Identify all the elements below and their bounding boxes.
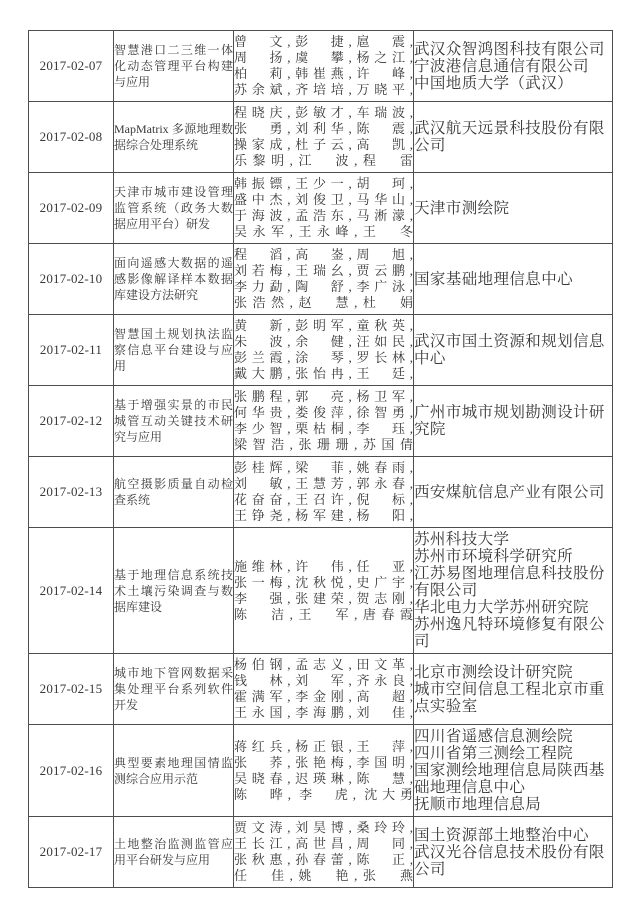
people-line: 周 扬,虞 攀,杨之江, xyxy=(234,50,413,65)
people-line: 钱 林,刘 军,齐永良, xyxy=(234,673,413,688)
people-line: 张 勇,刘利华,陈 震, xyxy=(234,121,413,136)
people-line: 王永国,李海鹏,刘 佳, xyxy=(234,705,413,720)
date-cell: 2017-02-07 xyxy=(29,31,114,102)
people-line: 施维林,许 伟,任 亚, xyxy=(234,558,413,574)
people-cell xyxy=(234,31,414,102)
people-line: 李少智,栗枯桐,李 珏, xyxy=(234,421,413,436)
people-line: 梁智浩,张珊珊,苏国倩 xyxy=(234,437,413,452)
organization-line: 中国地质大学（武汉） xyxy=(414,74,574,92)
people-line: 苏余斌,齐培培,万晓平, xyxy=(234,82,413,97)
table-row xyxy=(29,817,613,888)
table-row xyxy=(29,725,613,817)
project-title-cell: 基于增强实景的市民城管互动关键技术研究与应用 xyxy=(114,386,234,457)
date-cell: 2017-02-12 xyxy=(29,386,114,457)
people-line: 吴永军,王永峰,王 冬 xyxy=(234,224,413,239)
people-cell xyxy=(234,386,414,457)
people-line: 张一梅,沈秋悦,史广宇, xyxy=(234,574,413,590)
date-cell: 2017-02-08 xyxy=(29,102,114,173)
organization-line: 苏州科技大学 xyxy=(414,531,510,548)
people-line: 王长江,高世昌,周 同, xyxy=(234,836,413,851)
projects-table xyxy=(28,30,613,888)
people-line: 何华贵,娄俊萍,徐智勇, xyxy=(234,405,413,420)
organizations-cell xyxy=(414,725,613,817)
organization-line: 四川省遥感信息测绘院 xyxy=(414,728,574,745)
people-line: 张鹏程,郭 亮,杨卫军, xyxy=(234,389,413,404)
organization-line: 武汉光谷信息技术股份有限公司 xyxy=(414,843,605,878)
date-cell: 2017-02-09 xyxy=(29,173,114,244)
organizations-cell xyxy=(414,31,613,102)
people-line: 霍满军,李金刚,高 超, xyxy=(234,689,413,704)
project-title-cell: MapMatrix 多源地理数据综合处理系统 xyxy=(114,102,234,173)
organization-line: 武汉航天远景科技股份有限公司 xyxy=(414,120,605,154)
people-line: 彭兰霞,涂 琴,罗长林, xyxy=(234,350,413,365)
people-line: 陈 晔, 李 虎, 沈大勇 xyxy=(234,786,413,802)
people-cell xyxy=(234,244,414,315)
people-cell xyxy=(234,102,414,173)
organization-line: 江苏易图地理信息科技股份有限公司 xyxy=(414,565,605,599)
organizations-cell xyxy=(414,102,613,173)
people-line: 乐黎明,江 波,程 雷 xyxy=(234,153,413,168)
project-title-cell: 智慧国土规划执法监察信息平台建设与应用 xyxy=(114,315,234,386)
people-cell xyxy=(234,173,414,244)
people-line: 吴晓春,迟瑛琳,陈 慧, xyxy=(234,770,413,786)
people-line: 盛中杰,刘俊卫,马华山, xyxy=(234,192,413,207)
organization-line: 国家测绘地理信息局陕西基础地理信息中心 xyxy=(414,762,605,796)
date-cell: 2017-02-14 xyxy=(29,528,114,654)
people-line: 程 滔,高 崟,周 旭, xyxy=(234,247,413,262)
table-row xyxy=(29,244,613,315)
project-title-cell: 基于地理信息系统技术土壤污染调查与数据库建设 xyxy=(114,528,234,654)
date-cell: 2017-02-13 xyxy=(29,457,114,528)
organization-line: 武汉众智鸿图科技有限公司 xyxy=(414,40,605,58)
table-row xyxy=(29,102,613,173)
organization-line: 宁波港信息通信有限公司 xyxy=(414,57,589,75)
project-title-cell: 城市地下管网数据采集处理平台系列软件开发 xyxy=(114,654,234,725)
people-cell xyxy=(234,315,414,386)
people-line: 李 强,张建荣,贺志刚, xyxy=(234,590,413,606)
organization-line: 武汉市国土资源和规划信息中心 xyxy=(414,333,605,367)
people-line: 程晓庆,彭敏才,车瑞波, xyxy=(234,105,413,120)
organization-line: 抚顺市地理信息局 xyxy=(414,796,542,813)
table-row xyxy=(29,528,613,654)
organization-line: 四川省第三测绘工程院 xyxy=(414,745,574,762)
table-row xyxy=(29,654,613,725)
people-line: 花奋奋,王召许,倪 标, xyxy=(234,492,413,507)
organization-line: 苏州逸凡特环境修复有限公司 xyxy=(414,616,605,650)
project-title-cell: 面向遥感大数据的遥感影像解译样本数据库建设方法研究 xyxy=(114,244,234,315)
people-line: 张 荞,张艳梅,李国明, xyxy=(234,754,413,770)
organizations-cell xyxy=(414,528,613,654)
organization-line: 国家基础地理信息中心 xyxy=(414,270,574,288)
people-line: 刘 敏,王慧芳,郭永春, xyxy=(234,476,413,491)
people-cell xyxy=(234,817,414,888)
organization-line: 西安煤航信息产业有限公司 xyxy=(414,483,605,501)
organization-line: 广州市城市规划勘测设计研究院 xyxy=(414,404,605,438)
people-line: 王铮尧,杨军建,杨 阳, xyxy=(234,508,413,523)
people-line: 操家成,杜子云,高 凯, xyxy=(234,137,413,152)
table-row xyxy=(29,386,613,457)
people-line: 柏 莉,韩崔燕,许 峰, xyxy=(234,66,413,81)
people-line: 曾 文,彭 捷,扈 震, xyxy=(234,34,413,49)
people-cell xyxy=(234,725,414,817)
people-cell xyxy=(234,457,414,528)
organization-line: 华北电力大学苏州研究院 xyxy=(414,599,589,616)
people-line: 张浩然,赵 慧,杜 娟 xyxy=(234,295,413,310)
people-line: 黄 新,彭明军,童秋英, xyxy=(234,318,413,333)
organization-line: 城市空间信息工程北京市重点实验室 xyxy=(414,680,605,715)
table-row xyxy=(29,173,613,244)
date-cell: 2017-02-10 xyxy=(29,244,114,315)
project-title-cell: 土地整治监测监管应用平台研发与应用 xyxy=(114,817,234,888)
organizations-cell xyxy=(414,654,613,725)
people-line: 李力勐,陶 舒,李广泳, xyxy=(234,279,413,294)
organization-line: 天津市测绘院 xyxy=(414,199,510,217)
people-line: 韩振镖,王少一,胡 珂, xyxy=(234,176,413,191)
date-cell: 2017-02-15 xyxy=(29,654,114,725)
table-row xyxy=(29,457,613,528)
people-line: 朱 波,余 健,汪如民, xyxy=(234,334,413,349)
project-title-cell: 航空摄影质量自动检查系统 xyxy=(114,457,234,528)
people-line: 彭桂辉,梁 菲,姚春雨, xyxy=(234,460,413,475)
organization-line: 国土资源部土地整治中心 xyxy=(414,826,589,844)
organization-line: 苏州市环境科学研究所 xyxy=(414,548,574,565)
project-title-cell: 天津市城市建设管理监管系统（政务大数据应用平台）研发 xyxy=(114,173,234,244)
people-line: 蒋红兵,杨正银,王 萍, xyxy=(234,738,413,754)
date-cell: 2017-02-16 xyxy=(29,725,114,817)
organizations-cell xyxy=(414,244,613,315)
people-line: 戴大鹏,张怡冉,王 廷, xyxy=(234,366,413,381)
people-line: 刘若梅,王瑞幺,贾云鹏, xyxy=(234,263,413,278)
people-line: 张秋惠,孙春蕾,陈 正, xyxy=(234,852,413,867)
people-line: 于海波,孟浩东,马淅濛, xyxy=(234,208,413,223)
organizations-cell xyxy=(414,817,613,888)
organization-line: 北京市测绘设计研究院 xyxy=(414,663,574,681)
people-line: 贾文涛,刘昊博,桑玲玲, xyxy=(234,820,413,835)
date-cell: 2017-02-11 xyxy=(29,315,114,386)
organizations-cell xyxy=(414,386,613,457)
organizations-cell xyxy=(414,457,613,528)
organizations-cell xyxy=(414,173,613,244)
people-line: 任 佳,姚 艳,张 燕 xyxy=(234,868,413,883)
table-row xyxy=(29,31,613,102)
people-line: 陈 洁,王 军,唐春霞 xyxy=(234,606,413,622)
people-cell xyxy=(234,654,414,725)
organizations-cell xyxy=(414,315,613,386)
people-line: 杨伯钢,孟志义,田文革, xyxy=(234,657,413,672)
people-cell xyxy=(234,528,414,654)
date-cell: 2017-02-17 xyxy=(29,817,114,888)
table-body xyxy=(29,31,613,888)
project-title-cell: 智慧港口二三维一体化动态管理平台构建与应用 xyxy=(114,31,234,102)
project-title-cell: 典型要素地理国情监测综合应用示范 xyxy=(114,725,234,817)
table-row xyxy=(29,315,613,386)
